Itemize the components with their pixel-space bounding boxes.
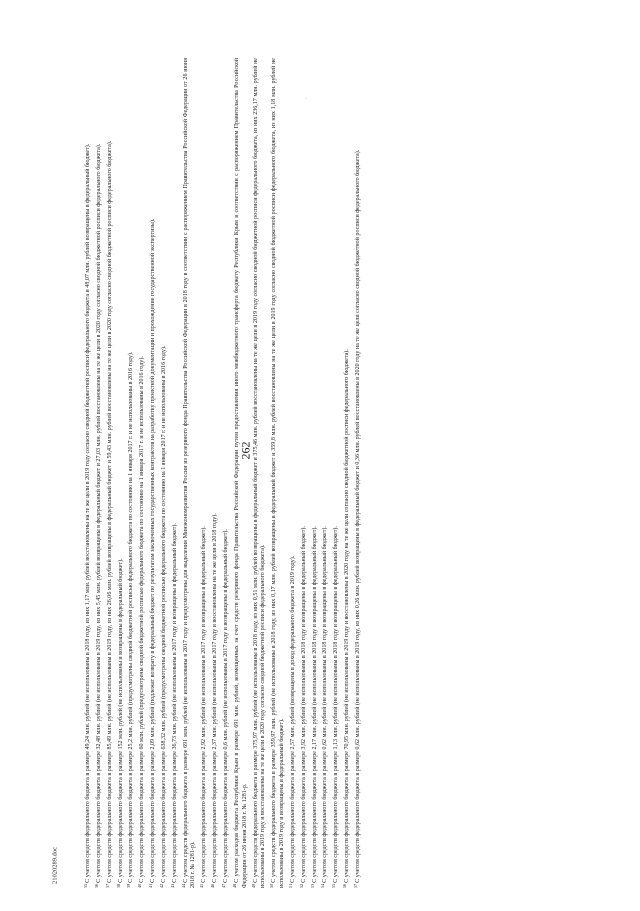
- footnote-item: [147, 58, 158, 888]
- footnote-number: 39: [126, 883, 132, 888]
- footnote-text: С учетом средств федерального бюджета в размере 32,48 млн. рублей (не использованы в 2019 году, из них 5,45 млн. рублей возвращены в федеральный бюджет и 27,03 млн. рублей восстановлены на те же цели в 2020 году согласно сводной бюджетной росписи федерального бюджета).: [95, 143, 102, 883]
- footnote-text: С учетом средств федерального бюджета в размере 152 млн. рублей (не использованы и возвращены в федеральный бюджет).: [117, 558, 124, 883]
- footnote-number: 49: [250, 883, 256, 888]
- footnote-text: С учетом средств федерального бюджета в размере 1,13 млн. рублей (не использованы в 2018 году и возвращены в федеральный бюджет).: [333, 526, 340, 883]
- footnote-text: С учетом средств федерального бюджета в размере 0,62 млн. рублей (не использованы в 2018 году и возвращены в федеральный бюджет).: [322, 526, 329, 883]
- footnote-text: С учетом средств федерального бюджета в размере 638,32 млн. рублей (предусмотрены сводной бюджетной росписью федерального бюджета по состоянию на 1 января 2017 г. и не использованы в 2016 году).: [160, 345, 167, 883]
- scan-mark: ·: [305, 96, 307, 102]
- footnote-number: 52: [298, 883, 304, 888]
- footnote-text: С учетом средств федерального бюджета в размере 2,92 млн. рублей (не использованы в 2017 году и возвращены в федеральный бюджет).: [201, 526, 208, 883]
- footnote-number: 40: [137, 883, 143, 888]
- footnotes-list: [82, 58, 622, 888]
- footnote-item: [136, 58, 147, 888]
- footnote-item: [352, 58, 363, 888]
- footnote-number: 42: [158, 883, 164, 888]
- footnote-item: [125, 58, 136, 888]
- footnote-item: [93, 58, 104, 888]
- footnote-number: 56: [342, 883, 348, 888]
- footnote-number: 50: [269, 883, 275, 888]
- footnote-number: 43: [169, 883, 175, 888]
- footnote-item: [220, 58, 231, 888]
- footnote-item: [198, 58, 209, 888]
- footnotes-area: [82, 58, 622, 888]
- footnote-text: С учетом средств федерального бюджета в размере 3,92 млн. рублей (не использованы в 2018 году и возвращены в федеральный бюджет).: [300, 526, 307, 883]
- footnote-text: С учетом средств федерального бюджета в размере 2,37 млн. рублей (не использованы в 2017 году и восстановлены на те же цели в 2018 году).: [212, 513, 219, 883]
- footnote-text: С учетом средств федерального бюджета в размере 0,6 млн. рублей (не использованы в 2017 году и возвращены в федеральный бюджет).: [222, 529, 229, 883]
- footnote-number: 48: [231, 883, 237, 888]
- footnote-text: С учетом средств федерального бюджета в размере 2,09 млн. рублей (подлежат возврату в федеральный бюджет по результатам заключенных государственных контрактов на разработку проектной документации и прохождение государственной экспертизы).: [150, 218, 157, 883]
- footnote-item: [319, 58, 330, 888]
- footnote-number: 47: [220, 883, 226, 888]
- footnote-text: С учетом средств федерального бюджета в размере 36,73 млн. рублей (не использованы в 2017 году и возвращены в федеральный бюджет).: [171, 523, 178, 883]
- footnote-number: 41: [148, 883, 154, 888]
- footnote-number: 44: [180, 883, 186, 888]
- footnote-item: [169, 58, 180, 888]
- footnote-number: 36: [93, 883, 99, 888]
- footnote-number: 46: [210, 883, 216, 888]
- footnote-text: С учетом средств федерального бюджета в размере 85,49 млн. рублей (не использованы в 2019 году, из них 26,06 млн. рублей возвращены в федеральный бюджет и 59,43 млн. рублей восстановлены на те же цели в 2020 году согласно сводной бюджетной росписи федерального бюджета).: [106, 140, 113, 883]
- footnote-item: [158, 58, 169, 888]
- footnote-text: С учетом средств федерального бюджета в размере 0,62 млн. рублей (не использованы в 2019 году, из них 0,26 млн. рублей возвращены в федеральный бюджет и 0,36 млн. рублей восстановлены в 2020 году на те же цели согласно сводной бюджетной росписи федерального бюджета).: [354, 149, 361, 883]
- footnote-item: [309, 58, 320, 888]
- footnote-text: С учетом средств федерального бюджета в размере 2,17 млн. рублей (не использованы в 2018 году и возвращены в федеральный бюджет).: [311, 526, 318, 883]
- footnote-item: [287, 58, 298, 888]
- footnote-number: 55: [331, 883, 337, 888]
- footnote-text: С учетом расходов бюджета Республики Крым в размере 691 млн. рублей, возмещенных за счет средств резервного фонда Правительства Российской Федерации путем предоставления иного межбюджетного трансферта бюджету Республики Крым в соответствии с распоряжением Правительства Российской Федерации от 26 июня 2018 г. № 1281-р.: [233, 58, 248, 888]
- page-number: 262: [238, 441, 253, 460]
- footnote-text: С учетом средств федерального бюджета в размере 60 млн. рублей (предусмотрены сводной бюджетной росписью федерального бюджета по состоянию на 1 января 2017 г. и не использованы в 2016 году).: [139, 356, 146, 883]
- footnote-item: [330, 58, 341, 888]
- footnote-item: [115, 58, 126, 888]
- footnote-text: С учетом средств федерального бюджета в размере 2,57 млн. рублей (возвращены в доход федерального бюджета в 2019 году).: [289, 555, 296, 883]
- footnote-item: [231, 58, 250, 888]
- footnote-text: С учетом средств федерального бюджета в размере 691 млн. рублей (не использованы в 2017 году и предусмотрены для выделения Минэкономразвития России из резервного фонда Правительства Российской Федерации в 2018 году в соответствии с распоряжением Правительства Российской Федерации от 26 июня 2018 г. № 1281-р).: [182, 58, 197, 888]
- footnote-number: 45: [199, 883, 205, 888]
- footnote-text: С учетом средств федерального бюджета в размере 359,97 млн. рублей (не использованы в 2018 году, из них 0,17 млн. рублей возвращены в федеральный бюджет и 359,8 млн. рублей восстановлены на те же цели в 2019 году согласно сводной бюджетной росписи федерального бюджета, из них 1,18 млн. рублей не использованы в 2019 году и возвращены в федеральный бюджет).: [271, 58, 286, 888]
- footnote-item: [298, 58, 309, 888]
- footnote-number: 57: [352, 883, 358, 888]
- footnote-item: [180, 58, 199, 888]
- footnote-number: 53: [309, 883, 315, 888]
- footnote-item: [341, 58, 352, 888]
- footnote-item: [268, 58, 287, 888]
- footnote-number: 54: [320, 883, 326, 888]
- footnote-text: С учетом средств федерального бюджета в размере 49,24 млн. рублей (не использованы в 2018 году, из них 1,17 млн. рублей восстановлены на те же цели в 2019 году согласно сводной бюджетной росписи федерального бюджета и 48,07 млн. рублей возвращены в федеральный бюджет).: [85, 143, 91, 883]
- footnote-item: [250, 58, 269, 888]
- footnote-item: [209, 58, 220, 888]
- footnote-item: [82, 58, 93, 888]
- footnote-number: 35: [83, 883, 88, 888]
- footnote-number: 38: [115, 883, 121, 888]
- footnote-text: С учетом средств федерального бюджета в размере 375,97 млн. рублей (не использованы в 2018 году, из них 0,51 млн. рублей возвращены в федеральный бюджет и 375,46 млн. рублей восстановлены на те же цели в 2019 году согласно сводной бюджетной росписи федерального бюджета, из них 236,17 млн. рублей не использованы в 2019 году и восстановлены на те же цели в 2020 году согласно сводной бюджетной росписи федерального бюджета).: [252, 58, 267, 888]
- document-filename: 21020289.doc: [51, 847, 59, 885]
- footnote-item: [104, 58, 115, 888]
- footnote-text: С учетом средств федерального бюджета в размере 25,2 млн. рублей (предусмотрены сводной бюджетной росписью федерального бюджета по состоянию на 1 января 2017 г. и не использованы в 2016 году).: [128, 351, 135, 883]
- footnote-text: С учетом средств федерального бюджета в размере 70,95 млн. рублей (не использованы в 2019 году и восстановлены в 2020 году на те же цели согласно сводной бюджетной росписи федерального бюджета).: [344, 349, 351, 883]
- footnote-number: 51: [287, 883, 293, 888]
- footnote-number: 37: [104, 883, 110, 888]
